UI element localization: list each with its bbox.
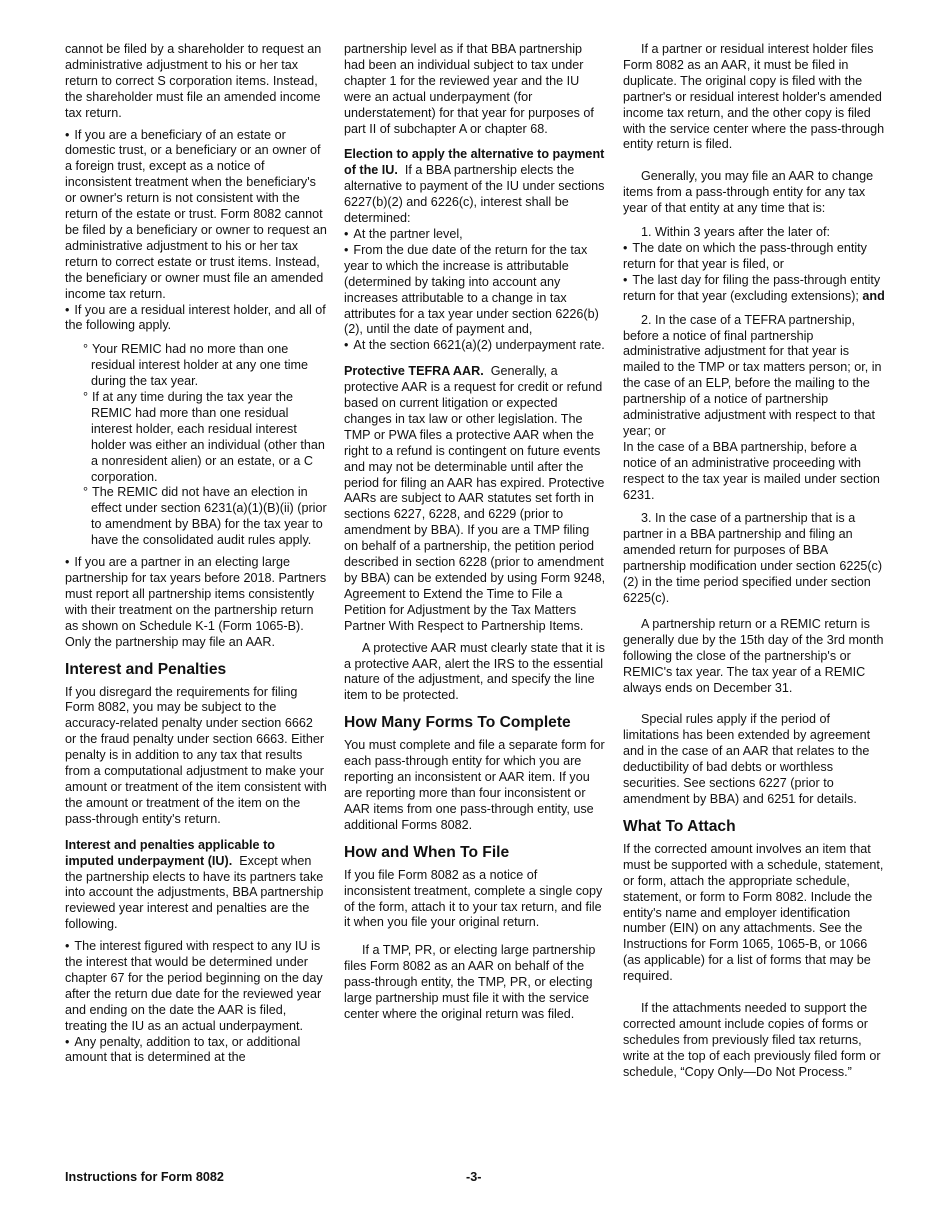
- bullet-interest-figured: • The interest figured with respect to any IU is the interest that would be determined under chapter 67 for the period beginning on the day after the return due date for the reviewed year and ending on the date the AAR is filed, treating the IU as an actual underpayment.: [65, 939, 327, 1034]
- bold-and: and: [862, 288, 885, 303]
- bullet-date-filed: • The date on which the pass-through entity return for that year is filed, or: [623, 241, 885, 273]
- paragraph-copies: If the attachments needed to support the corrected amount include copies of forms or schedules from previously filed tax returns, write at the top of each previously filed form or schedule, “Copy Only—Do Not Process.”: [623, 1001, 881, 1079]
- bullet-due-date: • From the due date of the return for the tax year to which the increase is attributable (determined by taking into account any increases attributable to a change in tax attributes for a tax year under section 6226(b)(2), until the date of payment and,: [344, 243, 606, 338]
- paragraph-clearly-state: A protective AAR must clearly state that it is a protective AAR, alert the IRS to the essential nature of the adjustment, and specify the line item to be protected.: [344, 640, 605, 703]
- paragraph-duplicate: If a partner or residual interest holder files Form 8082 as an AAR, it must be filed in duplicate. The original copy is filed with the partner's or residual interest holder's amended income tax return, and the other copy is filed with the service center where the pass-through entity return is filed.: [623, 42, 885, 152]
- bullet-partner-level: • At the partner level,: [344, 227, 606, 243]
- paragraph-how-many: You must complete and file a separate form for each pass-through entity for which you are reporting an inconsistent or AAR item. If you are reporting more than four inconsistent or AAR items from one pass-through entity, use additional Forms 8082.: [344, 738, 605, 832]
- bullet-residual-holder: • If you are a residual interest holder, and all of the following apply.: [65, 303, 327, 335]
- paragraph-notice: If you file Form 8082 as a notice of inconsistent treatment, complete a single copy of the form, attach it to your tax return, and file it when you file your original return.: [344, 867, 603, 930]
- column-1: [65, 42, 327, 1066]
- paragraph-tmp: If a TMP, PR, or electing large partnership files Form 8082 as an AAR on behalf of the pass-through entity, the TMP, PR, or electing large partnership must file it with the service center where the original return was filed.: [344, 943, 596, 1021]
- paragraph-intro: cannot be filed by a shareholder to request an administrative adjustment to his or her tax return to correct S corporation items. Instead, the shareholder must file an amended income tax return.: [65, 42, 322, 120]
- bullet-beneficiary: • If you are a beneficiary of an estate or domestic trust, or a beneficiary or an owner of a foreign trust, except as a notice of inconsistent treatment when the beneficiary's or owner's return is not consistent with the return of the estate or trust. Form 8082 cannot be filed by a beneficiary or owner to request an administrative adjustment to his or her tax return to correct estate or trust items. Instead, the beneficiary or owner must file an amended income tax return.: [65, 128, 327, 303]
- heading-what-to-attach: What To Attach: [623, 817, 736, 835]
- numbered-item-1: 1. Within 3 years after the later of:: [641, 225, 830, 240]
- bullet-underpayment-rate: • At the section 6621(a)(2) underpayment rate.: [344, 338, 606, 354]
- heading-how-when-file: How and When To File: [344, 843, 510, 861]
- paragraph-protective-text: Generally, a protective AAR is a request for credit or refund based on current litigation or expected changes in tax law or other legislation. The TMP or PWA files a protective AAR when the right to a refund is contingent on future events and may not be determinable until after the period for filing an AAR has expired. Protective AARs are subject to AAR statutes set forth in sections 6227, 6228, and 6229 (prior to amendment by BBA). If you are a TMP filing on behalf of a partnership, the petition period described in section 6228 (prior to amendment by BBA) can be extended by using Form 9248, Agreement to Extend the Time to File a Petition for Adjustment by the Tax Matters Partner With Respect to Partnership Items.: [344, 364, 606, 633]
- numbered-item-3: 3. In the case of a partnership that is a partner in a BBA partnership and filing an amended return for purposes of BBA partnership modification under section 6225(c)(2) in the time period specified under section 6225(c).: [623, 511, 883, 605]
- run-in-heading-iu: Interest and penalties applicable to imputed underpayment (IU).: [65, 837, 275, 868]
- paragraph-bba: In the case of a BBA partnership, before a notice of an administrative proceeding with respect to the tax year is mailed under section 6231.: [623, 439, 880, 502]
- column-2: [344, 42, 606, 1029]
- column-3: [623, 42, 885, 1087]
- paragraph-attach: If the corrected amount involves an item that must be supported with a schedule, statement, or form, attach the appropriate schedule, statement, or form to Form 8082. Include the entity's name and employer identification number (EIN) on any attachments. See the Instructions for Form 1065, 1065-B, or 1066 (as applicable) for a list of forms that may be required.: [623, 841, 884, 984]
- heading-how-many-forms: How Many Forms To Complete: [344, 714, 571, 732]
- paragraph-election-text: If a BBA partnership elects the alternative to payment of the IU under sections 6227(b)(2) and 6226(c), interest shall be determined:: [344, 163, 605, 226]
- paragraph-iu-text: Except when the partnership elects to have its partners take into account the adjustments, BBA partnership reviewed year interest and penalties are the following.: [65, 853, 324, 932]
- page-number: -3-: [466, 1170, 482, 1184]
- run-in-heading-protective: Protective TEFRA AAR.: [344, 364, 484, 379]
- numbered-item-2: 2. In the case of a TEFRA partnership, before a notice of final partnership administrative adjustment for that year is mailed to the TMP or tax matters person; or, in the case of an ELP, before the mailing to the partnership of a notice of partnership administrative adjustment with respect to that year; or: [623, 312, 882, 438]
- paragraph-election: [344, 147, 606, 227]
- paragraph-protective: [344, 364, 606, 634]
- paragraph-disregard: If you disregard the requirements for filing Form 8082, you may be subject to the accuracy-related penalty under section 6662 or the fraud penalty under section 6663. Either penalty is in addition to any tax that results from a computational adjustment to make your amount or treatment of the item consistent with the amount or treatment of the item on the pass-through entity's return.: [65, 684, 327, 826]
- bullet-last-day-text: The last day for filing the pass-through entity return for that year (excluding extensions);: [623, 272, 881, 303]
- heading-interest-penalties: Interest and Penalties: [65, 660, 227, 678]
- sub-item-remic-single: ° Your REMIC had no more than one residual interest holder at any one time during the tax year.: [65, 342, 327, 390]
- bullet-last-day: [623, 273, 885, 305]
- paragraph-special-rules: Special rules apply if the period of limitations has been extended by agreement and in the case of an AAR that relates to the deductibility of bad debts or worthless securities. See sections 6227 (prior to amendment by BBA) and 6251 for details.: [623, 712, 871, 806]
- bullet-electing-large-partnership: • If you are a partner in an electing large partnership for tax years before 2018. Partners must report all partnership items consistently with their treatment on the partnership return as shown on Schedule K-1 (Form 1065-B). Only the partnership may file an AAR.: [65, 555, 327, 650]
- sub-item-remic-election: ° The REMIC did not have an election in effect under section 6231(a)(1)(B)(ii) (prior to amendment by BBA) for the tax year to have the consolidated audit rules apply.: [65, 485, 327, 549]
- sub-item-remic-multiple: ° If at any time during the tax year the REMIC had more than one residual interest holder, each residual interest holder was either an individual (other than a nonresident alien) or an estate, or a C corporation.: [65, 390, 327, 485]
- footer-title: Instructions for Form 8082: [65, 1170, 224, 1184]
- paragraph-continued: partnership level as if that BBA partnership had been an individual subject to tax under chapter 1 for the reviewed year and the IU were an actual underpayment (for understatement) for that year for purposes of part II of subchapter A or chapter 68.: [344, 42, 594, 136]
- paragraph-iu: [65, 838, 327, 933]
- run-in-heading-election: Election to apply the alternative to payment of the IU.: [344, 147, 605, 178]
- bullet-penalty: • Any penalty, addition to tax, or additional amount that is determined at the: [65, 1035, 327, 1067]
- paragraph-generally: Generally, you may file an AAR to change items from a pass-through entity for any tax year of that entity at any time that is:: [623, 169, 874, 216]
- paragraph-due: A partnership return or a REMIC return is generally due by the 15th day of the 3rd month following the close of the partnership's or REMIC's tax year. The tax year of a REMIC always ends on December 31.: [623, 616, 884, 695]
